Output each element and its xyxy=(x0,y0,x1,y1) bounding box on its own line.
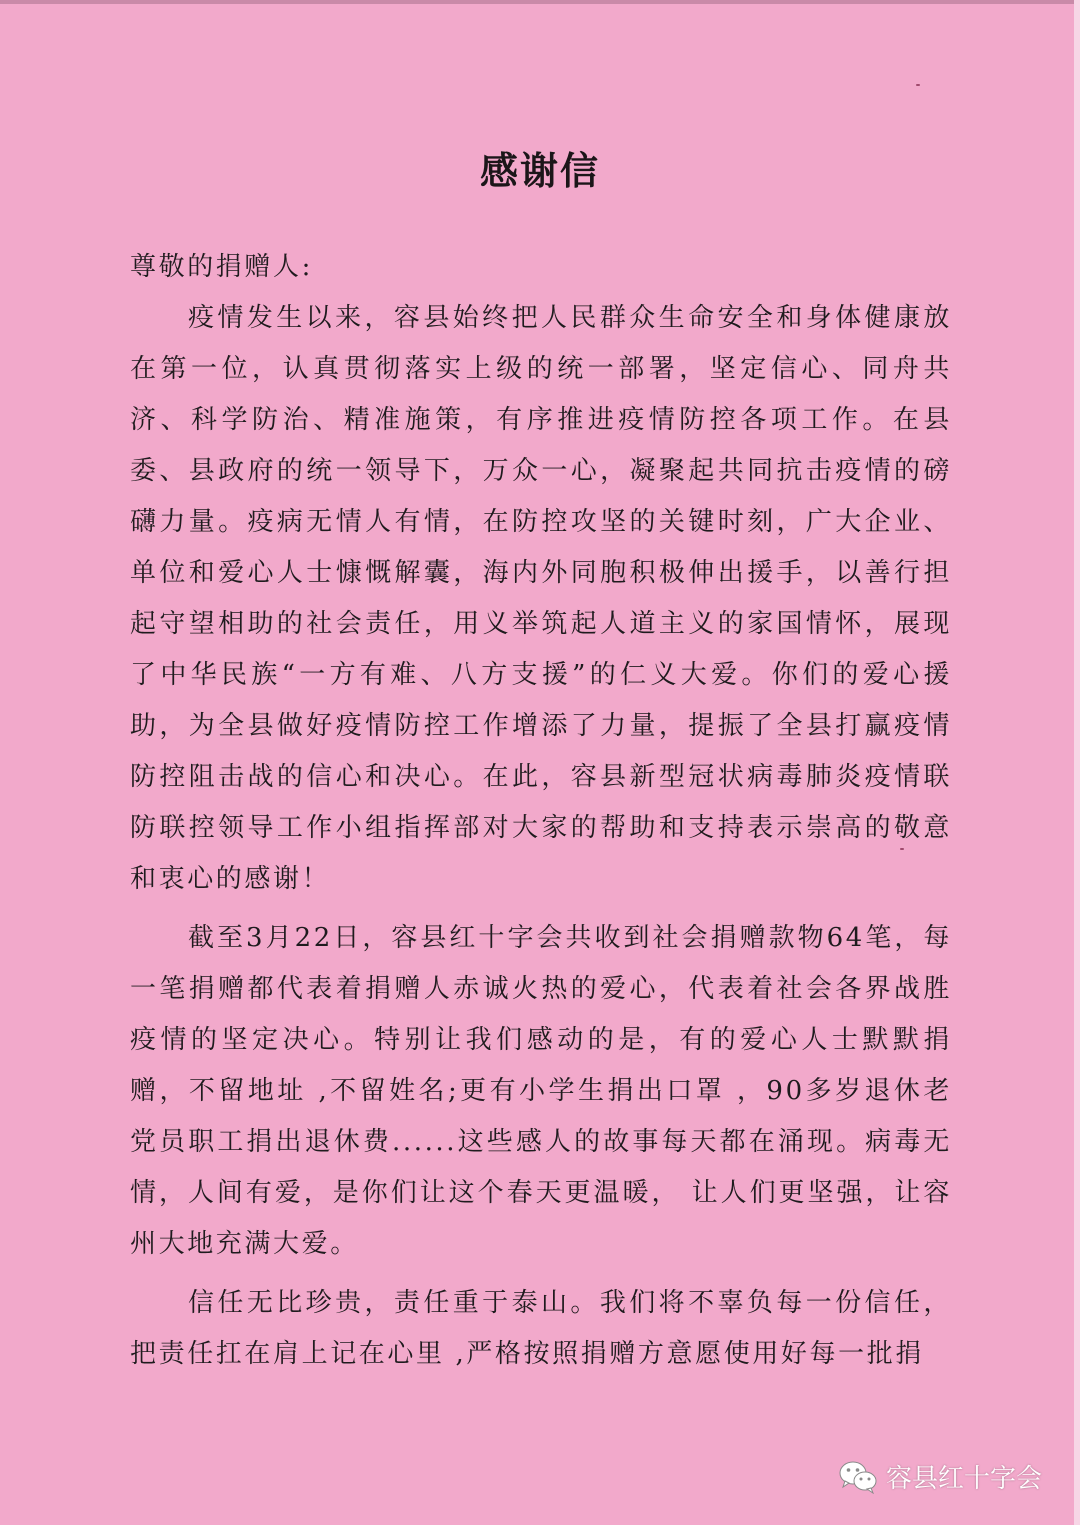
scan-speck xyxy=(916,84,920,86)
letter-body xyxy=(130,242,952,1380)
scan-edge-right xyxy=(1074,0,1080,1525)
paragraph-2: 截至3月22日，容县红十字会共收到社会捐赠款物64笔，每一笔捐赠都代表着捐赠人赤诚火热的爱心，代表着社会各界战胜疫情的坚定决心。特别让我们感动的是，有的爱心人士默默捐赠，不留地址 ,不留姓名;更有小学生捐出口罩 ，90多岁退休老党员职工捐出退休费......这些感人的故事每天都在涌现。病毒无情，人间有爱，是你们让这个春天更温暖， 让人们更坚强，让容州大地充满大爱。 xyxy=(130,923,952,1259)
wechat-icon xyxy=(838,1460,878,1494)
scan-edge-top xyxy=(0,0,1080,4)
watermark-text: 容县红十字会 xyxy=(886,1464,1043,1494)
paragraph-3: 信任无比珍贵，责任重于泰山。我们将不辜负每一份信任，把责任扛在肩上记在心里 ,严格按照捐赠方意愿使用好每一批捐 xyxy=(130,1288,952,1369)
letter-title: 感谢信 xyxy=(479,149,600,193)
paragraph-1: 疫情发生以来，容县始终把人民群众生命安全和身体健康放在第一位，认真贯彻落实上级的统一部署，坚定信心、同舟共济、科学防治、精准施策，有序推进疫情防控各项工作。在县委、县政府的统一领导下，万众一心，凝聚起共同抗击疫情的磅礴力量。疫病无情人有情，在防控攻坚的关键时刻，广大企业、单位和爱心人士慷慨解囊，海内外同胞积极伸出援手，以善行担起守望相助的社会责任，用义举筑起人道主义的家国情怀，展现了中华民族“一方有难、八方支援”的仁义大爱。你们的爱心援助，为全县做好疫情防控工作增添了力量，提振了全县打赢疫情防控阻击战的信心和决心。在此，容县新型冠状病毒肺炎疫情联防联控领导工作小组指挥部对大家的帮助和支持表示崇高的敬意和衷心的感谢！ xyxy=(130,303,952,894)
salutation: 尊敬的捐赠人: xyxy=(130,252,313,282)
account-watermark xyxy=(838,1458,1042,1495)
